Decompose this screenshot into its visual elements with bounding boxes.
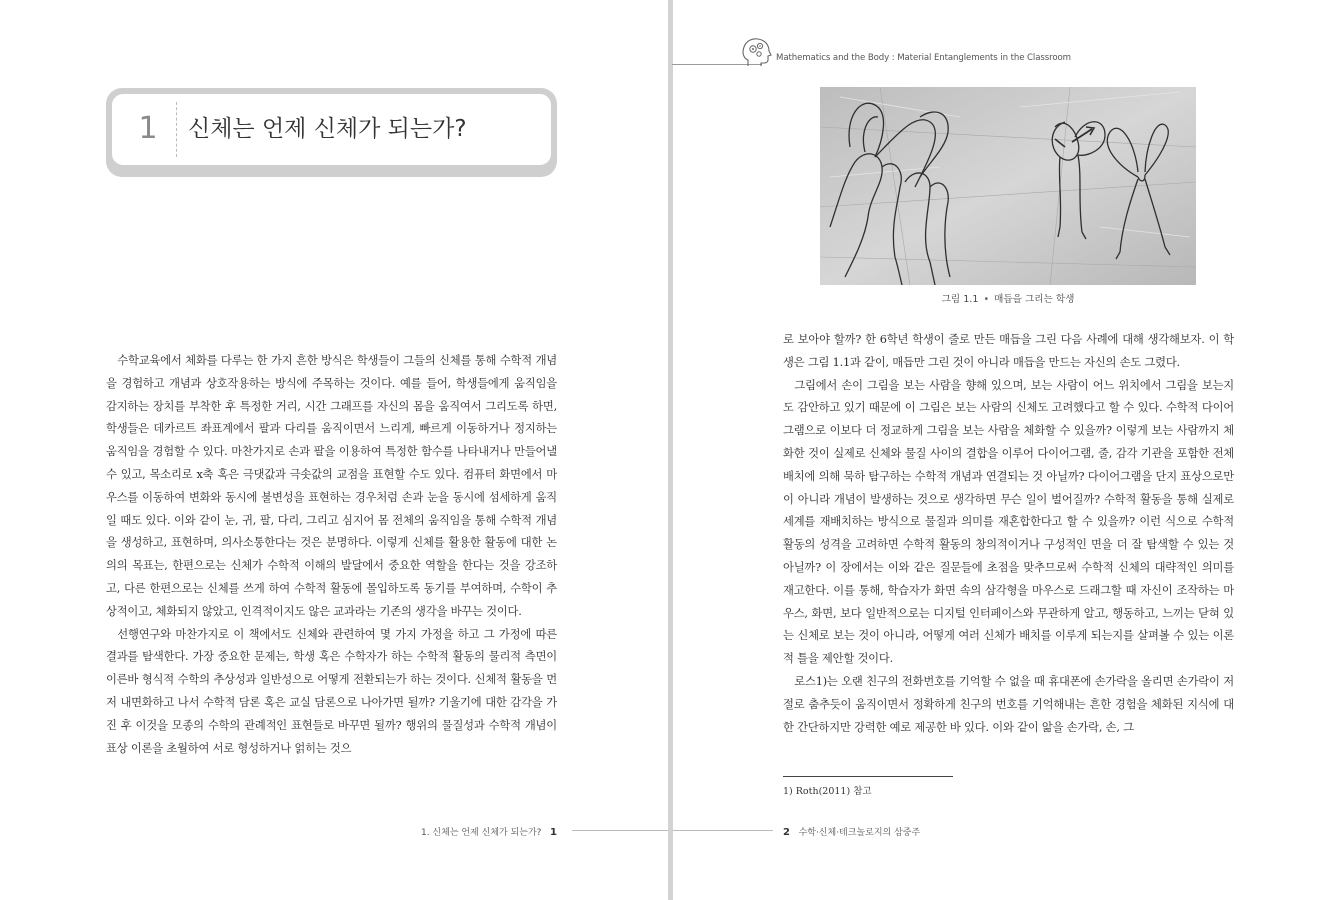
right-page-body [783,329,1234,739]
left-page-body [106,350,557,760]
caption-separator: • [983,294,990,305]
figure-knot-drawing [820,87,1196,285]
chapter-heading-divider [176,102,177,157]
figure-label: 그림 1.1 [941,294,979,305]
right-page-footer [783,825,920,838]
chapter-heading-box [106,88,557,177]
right-page-number: 2 [783,827,790,838]
chapter-heading-inner [112,94,551,165]
right-footer-rule [673,830,773,831]
right-paragraph-3: 로스1)는 오랜 친구의 전화번호를 기억할 수 없을 때 휴대폰에 손가락을 올리면 손가락이 저절로 춤추듯이 움직이면서 정확하게 친구의 번호를 기억해내는 흔한 경험을 체화된 지식에 대한 간단하지만 강력한 예로 제공한 바 있다. 이와 같이 앎을 손가락, 손, 그 [783,674,1234,734]
left-page-number: 1 [550,827,557,838]
footnote: 1) Roth(2011) 참고 [783,786,872,797]
right-footer-title: 수학·신체·테크놀로지의 삼중주 [798,828,921,838]
left-page-footer [300,825,557,838]
left-paragraph-1: 수학교육에서 체화를 다루는 한 가지 흔한 방식은 학생들이 그들의 신체를 통해 수학적 개념을 경험하고 개념과 상호작용하는 방식에 주목하는 것이다. 예를 들어, 학생들에게 움직임을 감지하는 장치를 부착한 후 특정한 거리, 시간 그래프를 자신의 몸을 움직여서 그리도록 하면, 학생들은 데카르트 좌표계에서 팔과 다리를 움직이면서 느리게, 빠르게 이동하거나 정지하는 움직임을 경험할 수 있다. 마찬가지로 손과 팔을 이용하여 특정한 함수를 나타내거나 만들어낼 수 있고, 목소리로 x축 혹은 극댓값과 극솟값의 교점을 표현할 수도 있다. 컴퓨터 화면에서 마우스를 이동하여 변화와 동시에 불변성을 표현하는 경우처럼 손과 눈을 동시에 섬세하게 움직일 때도 있다. 이와 같이 눈, 귀, 팔, 다리, 그리고 심지어 몸 전체의 움직임을 통해 수학적 개념을 생성하고, 표현하며, 의사소통한다는 것은 분명하다. 이렇게 신체를 활용한 활동에 대한 논의의 목표는, 한편으로는 신체가 수학적 이해의 발달에서 중요한 역할을 한다는 것을 강조하고, 다른 한편으로는 신체를 쓰게 하여 수학적 활동에 몰입하도록 동기를 부여하며, 수학이 추상적이고, 체화되지 않았고, 인격적이지도 않은 교과라는 기존의 생각을 바꾸는 것이다. [106,354,557,618]
right-paragraph-2: 그림에서 손이 그림을 보는 사람을 향해 있으며, 보는 사람이 어느 위치에서 그림을 보는지도 감안하고 있기 때문에 이 그림은 보는 사람의 신체도 고려했다고 할 수 있다. 수학적 다이어그램으로 이보다 더 정교하게 그림을 보는 사람을 체화할 수 있을까? 이렇게 보는 사람까지 체화한 것이 실제로 신체와 물질 사이의 결합을 이루어 다이어그램, 줄, 감각 기관을 포함한 전체 배치에 의해 묵하 탐구하는 수학적 개념과 연결되는 것 아닐까? 다이어그램을 단지 표상으로만이 아니라 개념이 발생하는 것으로 생각하면 무슨 일이 벌어질까? 수학적 활동을 통해 실제로 세계를 재배치하는 방식으로 물질과 의미를 재혼합한다고 할 수 있을까? 이런 식으로 수학적 활동의 성격을 고려하면 수학적 활동의 창의적이거나 구성적인 면을 더 잘 탐색할 수 있는 것 아닐까? 이 장에서는 이와 같은 질문들에 초점을 맞추므로써 수학적 신체의 대략적인 의미를 재고한다. 이를 통해, 학습자가 화면 속의 삼각형을 마우스로 드래그할 때 자신이 조작하는 마우스, 화면, 보다 일반적으로는 디지털 인터페이스와 무관하게 알고, 행동하고, 느끼는 닫혀 있는 신체로 보는 것이 아니라, 어떻게 여러 신체가 배치를 이루게 되는지를 살펴볼 수 있는 이론적 틀을 제안할 것이다. [783,378,1234,666]
figure-caption-text: 매듭을 그리는 학생 [994,294,1075,305]
left-paragraph-2: 선행연구와 마찬가지로 이 책에서도 신체와 관련하여 몇 가지 가정을 하고 그 가정에 따른 결과를 탐색한다. 가장 중요한 문제는, 학생 혹은 수학자가 하는 수학적 활동의 물리적 측면이 이른바 형식적 수학의 추상성과 일반성으로 어떻게 전환되는가 하는 것이다. 신체적 활동을 먼저 내면화하고 나서 수학적 담론 혹은 교실 담론으로 나아가면 될까? 기울기에 대한 감각을 가진 후 이것을 모종의 수학의 관례적인 표현들로 바꾸면 될까? 행위의 물질성과 수학적 개념이 표상 이론을 초월하여 서로 형성하거나 얽히는 것으 [106,627,557,755]
figure-caption [820,291,1196,305]
footnote-rule [783,776,953,777]
right-paragraph-1: 로 보아야 할까? 한 6학년 학생이 줄로 만든 매듭을 그린 다음 사례에 대해 생각해보자. 이 학생은 그림 1.1과 같이, 매듭만 그린 것이 아니라 매듭을 만드는 자신의 손도 그렸다. [783,333,1234,369]
left-footer-title: 1. 신체는 언제 신체가 되는가? [420,828,542,838]
running-header: Mathematics and the Body : Material Entanglements in the Classroom [776,53,1071,63]
left-footer-rule [572,830,668,831]
head-gears-icon [740,36,774,70]
book-spine [668,0,673,900]
chapter-title: 신체는 언제 신체가 되는가? [188,116,467,142]
chapter-number: 1 [138,111,158,146]
